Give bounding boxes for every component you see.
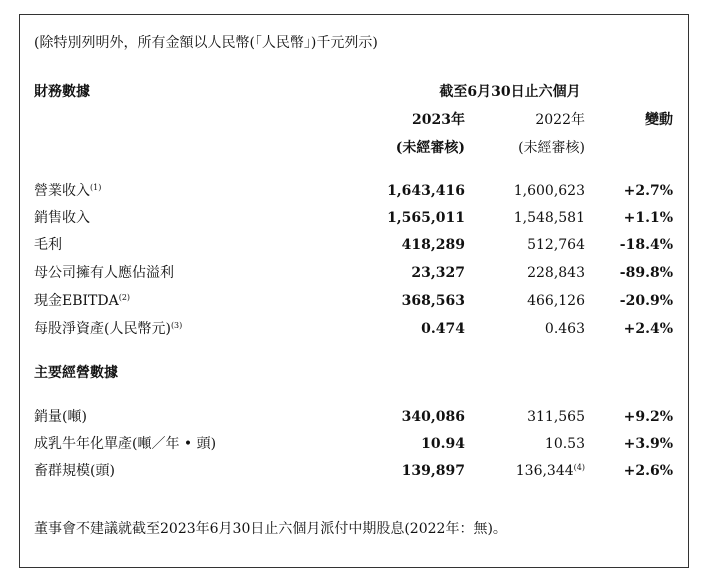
row-label: 銷售收入 xyxy=(34,210,90,226)
row-label: 成乳牛年化單產(噸／年 • 頭) xyxy=(34,436,217,452)
footnote-marker: (2) xyxy=(118,293,131,302)
value-2023: 1,565,011 xyxy=(387,210,465,226)
value-2022: 466,126 xyxy=(527,293,585,309)
section-operating-title: 主要經營數據 xyxy=(34,365,118,381)
value-2023: 139,897 xyxy=(401,463,465,479)
note-top: (除特別列明外，所有金額以人民幣(「人民幣」)千元列示) xyxy=(34,35,378,51)
column-change-header: 變動 xyxy=(645,112,673,128)
value-2022: 1,600,623 xyxy=(513,183,585,199)
value-2023: 418,289 xyxy=(401,237,465,253)
footer-note: 董事會不建議就截至2023年6月30日止六個月派付中期股息(2022年：無)。 xyxy=(34,521,507,537)
value-2022: 10.53 xyxy=(544,436,585,452)
column-2023-header: 2023年 xyxy=(412,112,465,128)
summary-table-frame xyxy=(19,14,689,568)
value-2022: 136,344 xyxy=(515,463,574,479)
value-2023: 10.94 xyxy=(421,436,465,452)
value-2023: 23,327 xyxy=(411,265,465,281)
value-change: +2.7% xyxy=(623,183,673,199)
unaudited-2023: (未經審核) xyxy=(395,140,465,156)
row-label: 營業收入 xyxy=(34,183,90,199)
value-change: +2.6% xyxy=(623,463,673,479)
value-2022: 1,548,581 xyxy=(513,210,585,226)
value-2023: 368,563 xyxy=(401,293,465,309)
footnote-marker: (4) xyxy=(573,463,585,472)
value-change: +3.9% xyxy=(623,436,673,452)
row-label: 每股淨資產(人民幣元) xyxy=(34,321,171,337)
value-change: -18.4% xyxy=(619,237,673,253)
value-2023: 340,086 xyxy=(401,409,465,425)
value-change: -20.9% xyxy=(619,293,673,309)
row-label: 銷量(噸) xyxy=(34,409,87,425)
value-2023: 0.474 xyxy=(421,321,465,337)
row-label: 畜群規模(頭) xyxy=(34,463,115,479)
footnote-marker: (3) xyxy=(170,321,183,330)
row-label: 毛利 xyxy=(34,237,62,253)
unaudited-2022: (未經審核) xyxy=(518,140,585,156)
footnote-marker: (1) xyxy=(90,183,102,192)
value-2022: 512,764 xyxy=(527,237,585,253)
column-2022-header: 2022年 xyxy=(535,112,585,128)
section-financial-title: 財務數據 xyxy=(34,84,90,100)
value-2022: 0.463 xyxy=(544,321,585,337)
value-2022: 228,843 xyxy=(527,265,585,281)
value-2023: 1,643,416 xyxy=(387,183,465,199)
period-header: 截至6月30日止六個月 xyxy=(439,84,581,100)
value-change: -89.8% xyxy=(619,265,673,281)
row-label: 母公司擁有人應佔溢利 xyxy=(34,265,174,281)
value-change: +9.2% xyxy=(623,409,673,425)
value-change: +1.1% xyxy=(623,210,673,226)
value-change: +2.4% xyxy=(623,321,673,337)
value-2022: 311,565 xyxy=(527,409,585,425)
row-label: 現金EBITDA xyxy=(34,293,119,309)
